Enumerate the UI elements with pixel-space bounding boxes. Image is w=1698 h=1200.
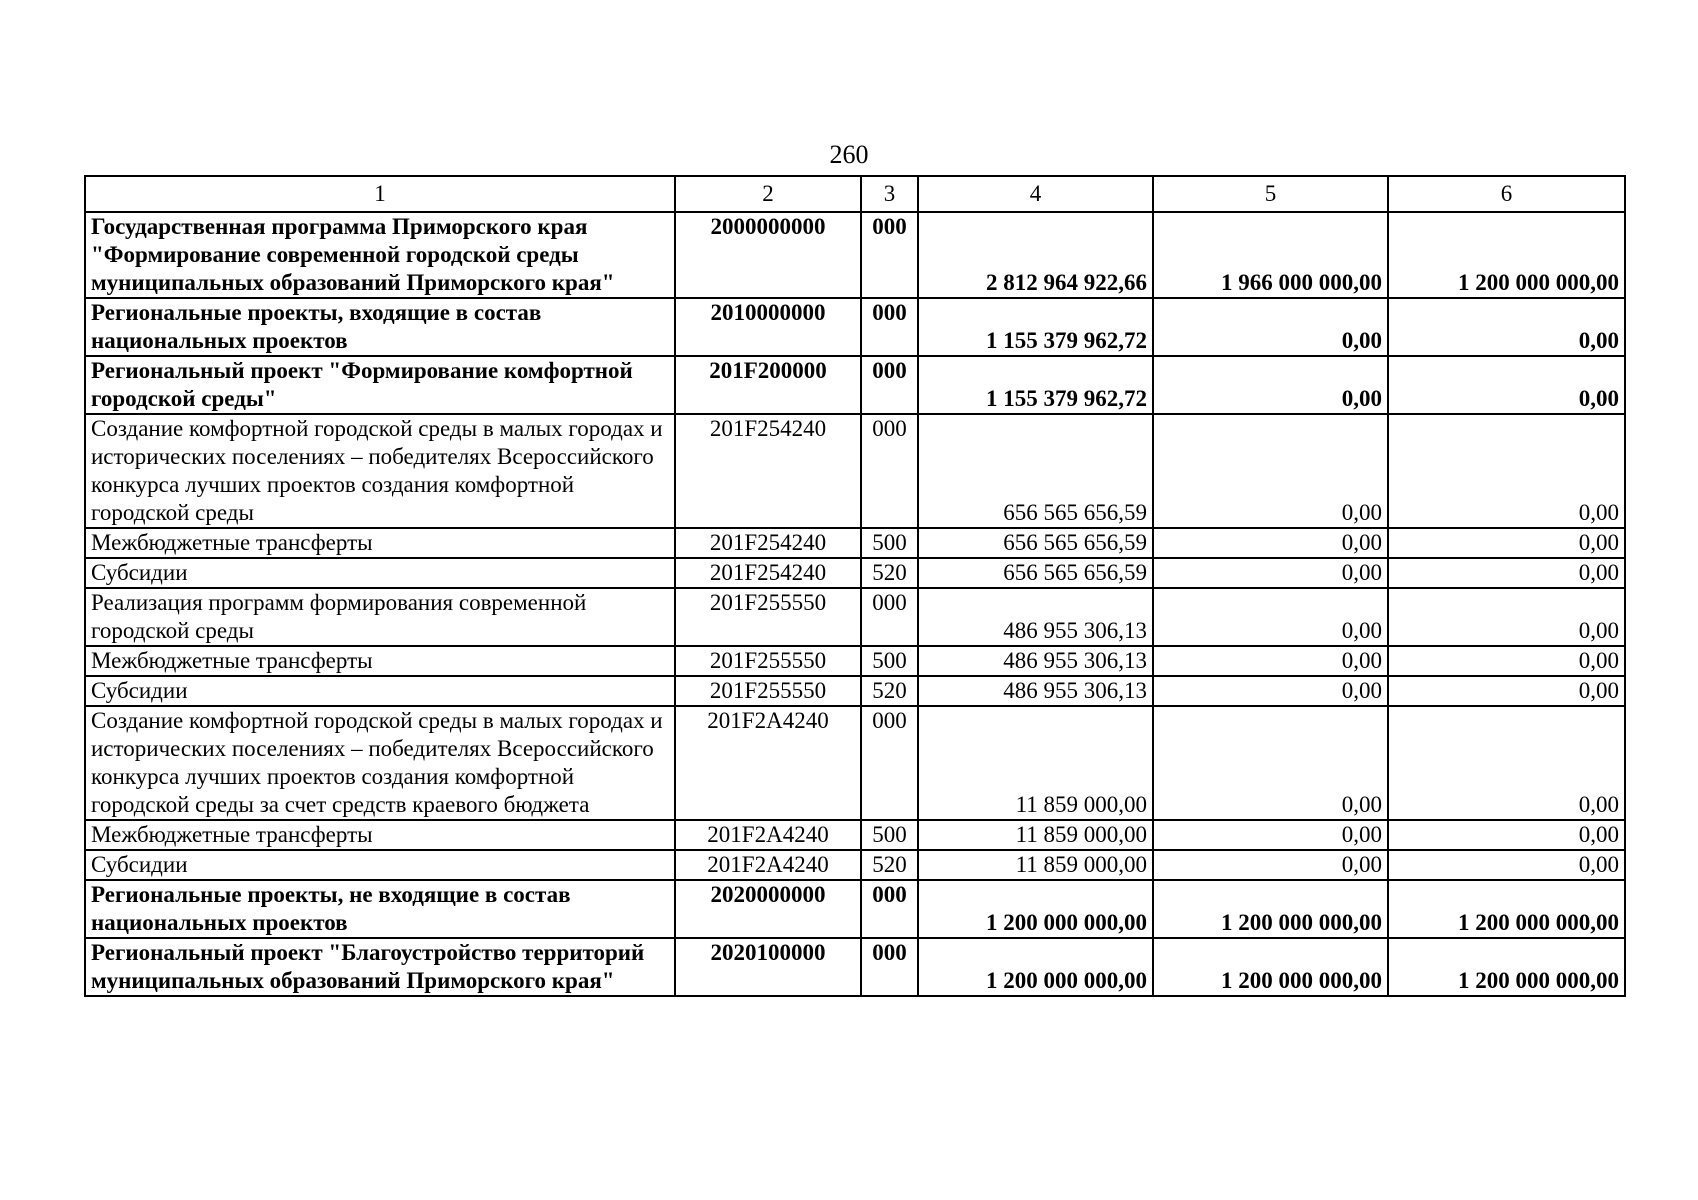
- row-type: 000: [861, 414, 918, 528]
- row-amount-4: 11 859 000,00: [918, 706, 1153, 820]
- row-type: 000: [861, 880, 918, 938]
- table-row: [85, 820, 1625, 850]
- row-code: 2020100000: [675, 938, 861, 996]
- row-type: 000: [861, 706, 918, 820]
- row-type: 000: [861, 298, 918, 356]
- row-amount-6: 0,00: [1388, 528, 1625, 558]
- row-amount-5: 0,00: [1153, 588, 1388, 646]
- row-amount-4: 11 859 000,00: [918, 820, 1153, 850]
- row-name: Государственная программа Приморского края "Формирование современной городской среды муниципальных образований Приморского края": [85, 212, 675, 298]
- row-code: 201F200000: [675, 356, 861, 414]
- row-code: 201F2A4240: [675, 820, 861, 850]
- row-code: 201F254240: [675, 414, 861, 528]
- row-code: 2000000000: [675, 212, 861, 298]
- row-amount-6: 0,00: [1388, 820, 1625, 850]
- row-code: 201F255550: [675, 588, 861, 646]
- budget-table: [84, 175, 1626, 997]
- row-amount-4: 1 200 000 000,00: [918, 880, 1153, 938]
- row-amount-6: 1 200 000 000,00: [1388, 212, 1625, 298]
- column-header-5: 5: [1153, 176, 1388, 212]
- row-amount-6: 0,00: [1388, 558, 1625, 588]
- row-code: 201F254240: [675, 558, 861, 588]
- row-name: Субсидии: [85, 676, 675, 706]
- row-amount-4: 486 955 306,13: [918, 588, 1153, 646]
- row-amount-5: 0,00: [1153, 558, 1388, 588]
- row-amount-5: 1 966 000 000,00: [1153, 212, 1388, 298]
- row-amount-5: 0,00: [1153, 676, 1388, 706]
- table-row: [85, 212, 1625, 298]
- row-amount-4: 11 859 000,00: [918, 850, 1153, 880]
- row-type: 520: [861, 676, 918, 706]
- table-row: [85, 938, 1625, 996]
- table-row: [85, 588, 1625, 646]
- row-name: Межбюджетные трансферты: [85, 646, 675, 676]
- row-type: 000: [861, 356, 918, 414]
- row-amount-4: 1 155 379 962,72: [918, 298, 1153, 356]
- row-name: Создание комфортной городской среды в малых городах и исторических поселениях – победителях Всероссийского конкурса лучших проектов создания комфортной городской среды: [85, 414, 675, 528]
- row-amount-5: 0,00: [1153, 850, 1388, 880]
- row-amount-5: 0,00: [1153, 706, 1388, 820]
- row-type: 500: [861, 528, 918, 558]
- row-amount-4: 656 565 656,59: [918, 414, 1153, 528]
- row-type: 000: [861, 588, 918, 646]
- row-name: Субсидии: [85, 558, 675, 588]
- row-amount-6: 0,00: [1388, 646, 1625, 676]
- row-amount-5: 0,00: [1153, 646, 1388, 676]
- row-code: 201F2A4240: [675, 850, 861, 880]
- row-amount-4: 656 565 656,59: [918, 558, 1153, 588]
- row-name: Создание комфортной городской среды в малых городах и исторических поселениях – победителях Всероссийского конкурса лучших проектов создания комфортной городской среды за счет средств краевого бюджета: [85, 706, 675, 820]
- table-row: [85, 676, 1625, 706]
- row-amount-5: 0,00: [1153, 820, 1388, 850]
- row-amount-6: 0,00: [1388, 414, 1625, 528]
- row-type: 500: [861, 646, 918, 676]
- row-code: 201F2A4240: [675, 706, 861, 820]
- row-amount-6: 0,00: [1388, 588, 1625, 646]
- row-name: Региональные проекты, не входящие в состав национальных проектов: [85, 880, 675, 938]
- row-amount-6: 0,00: [1388, 676, 1625, 706]
- row-amount-4: 486 955 306,13: [918, 676, 1153, 706]
- column-number-row: [85, 176, 1625, 212]
- row-name: Межбюджетные трансферты: [85, 820, 675, 850]
- row-amount-5: 0,00: [1153, 528, 1388, 558]
- table-row: [85, 646, 1625, 676]
- row-type: 500: [861, 820, 918, 850]
- row-code: 201F254240: [675, 528, 861, 558]
- row-name: Реализация программ формирования современной городской среды: [85, 588, 675, 646]
- table-row: [85, 528, 1625, 558]
- row-type: 520: [861, 850, 918, 880]
- row-type: 520: [861, 558, 918, 588]
- row-amount-5: 0,00: [1153, 298, 1388, 356]
- column-header-3: 3: [861, 176, 918, 212]
- row-amount-5: 1 200 000 000,00: [1153, 880, 1388, 938]
- row-name: Субсидии: [85, 850, 675, 880]
- table-row: [85, 356, 1625, 414]
- row-amount-5: 0,00: [1153, 356, 1388, 414]
- column-header-2: 2: [675, 176, 861, 212]
- row-amount-6: 0,00: [1388, 850, 1625, 880]
- row-amount-6: 1 200 000 000,00: [1388, 938, 1625, 996]
- row-amount-6: 0,00: [1388, 706, 1625, 820]
- row-amount-4: 486 955 306,13: [918, 646, 1153, 676]
- row-amount-6: 0,00: [1388, 298, 1625, 356]
- column-header-4: 4: [918, 176, 1153, 212]
- row-name: Региональные проекты, входящие в состав национальных проектов: [85, 298, 675, 356]
- row-amount-4: 1 200 000 000,00: [918, 938, 1153, 996]
- row-code: 2020000000: [675, 880, 861, 938]
- row-amount-6: 1 200 000 000,00: [1388, 880, 1625, 938]
- column-header-1: 1: [85, 176, 675, 212]
- row-name: Региональный проект "Благоустройство территорий муниципальных образований Приморского края": [85, 938, 675, 996]
- row-code: 201F255550: [675, 676, 861, 706]
- row-name: Региональный проект "Формирование комфортной городской среды": [85, 356, 675, 414]
- table-row: [85, 558, 1625, 588]
- table-row: [85, 850, 1625, 880]
- table-row: [85, 706, 1625, 820]
- row-amount-4: 2 812 964 922,66: [918, 212, 1153, 298]
- row-amount-4: 656 565 656,59: [918, 528, 1153, 558]
- table-row: [85, 298, 1625, 356]
- table-row: [85, 414, 1625, 528]
- row-amount-4: 1 155 379 962,72: [918, 356, 1153, 414]
- row-code: 201F255550: [675, 646, 861, 676]
- row-type: 000: [861, 212, 918, 298]
- page-number: 260: [829, 140, 869, 169]
- row-amount-6: 0,00: [1388, 356, 1625, 414]
- row-type: 000: [861, 938, 918, 996]
- row-amount-5: 1 200 000 000,00: [1153, 938, 1388, 996]
- row-name: Межбюджетные трансферты: [85, 528, 675, 558]
- column-header-6: 6: [1388, 176, 1625, 212]
- row-code: 2010000000: [675, 298, 861, 356]
- row-amount-5: 0,00: [1153, 414, 1388, 528]
- table-row: [85, 880, 1625, 938]
